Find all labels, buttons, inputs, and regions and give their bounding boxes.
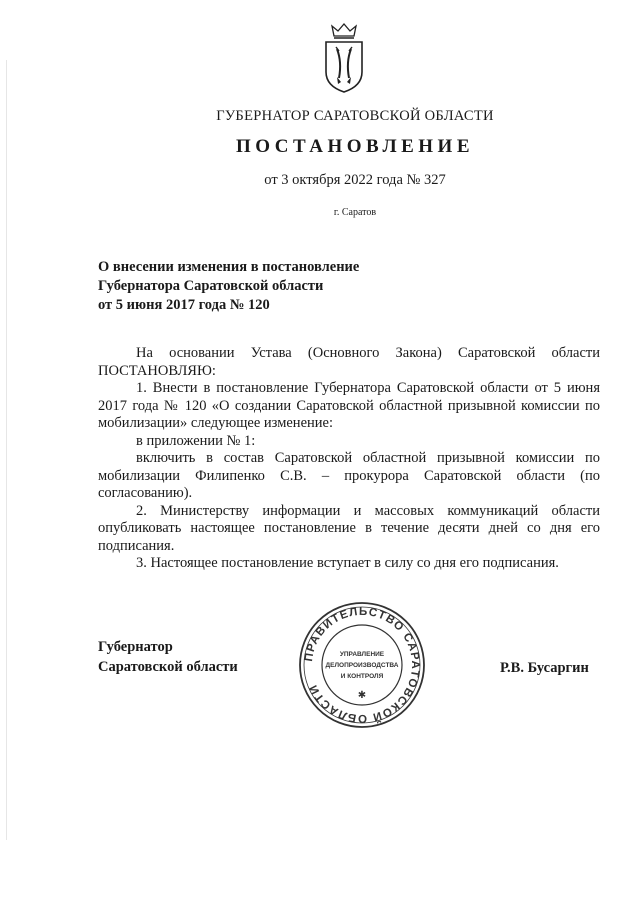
document-type: ПОСТАНОВЛЕНИЕ	[235, 136, 475, 157]
document-date-number: от 3 октября 2022 года № 327	[264, 172, 446, 188]
body-paragraph: включить в состав Саратовской областной призывной комиссии по мобилизации Филипенко С.В. – прокурора Саратовской области (по согласованию).	[98, 450, 600, 501]
document-body	[98, 345, 600, 573]
document-subject	[98, 258, 398, 315]
subject-line: от 5 июня 2017 года № 120	[98, 297, 270, 313]
body-paragraph: 1. Внести в постановление Губернатора Саратовской области от 5 июня 2017 года № 120 «О создании Саратовской областной призывной комиссии по мобилизации» следующее изменение:	[98, 380, 600, 431]
issuing-authority: ГУБЕРНАТОР САРАТОВСКОЙ ОБЛАСТИ	[216, 108, 494, 124]
svg-text:ПРАВИТЕЛЬСТВО САРАТОВСКОЙ ОБЛА: ПРАВИТЕЛЬСТВО САРАТОВСКОЙ ОБЛАСТИ	[302, 605, 422, 725]
svg-text:ДЕЛОПРОИЗВОДСТВА: ДЕЛОПРОИЗВОДСТВА	[325, 662, 399, 669]
subject-line: О внесении изменения в постановление	[98, 259, 360, 275]
signatory-name: Р.В. Бусаргин	[500, 660, 589, 676]
official-seal-stamp	[297, 600, 427, 730]
body-paragraph: 2. Министерству информации и массовых коммуникаций области опубликовать настоящее постановление в течение десяти дней со дня его подписания.	[98, 502, 600, 554]
body-paragraph: 3. Настоящее постановление вступает в силу со дня его подписания.	[136, 555, 559, 571]
signatory-position-line: Саратовской области	[98, 659, 238, 675]
body-paragraph: На основании Устава (Основного Закона) Саратовской области ПОСТАНОВЛЯЮ:	[98, 345, 600, 379]
subject-line: Губернатора Саратовской области	[98, 278, 324, 294]
coat-of-arms-icon	[318, 22, 370, 94]
svg-text:И КОНТРОЛЯ: И КОНТРОЛЯ	[340, 673, 384, 680]
body-paragraph: в приложении № 1:	[136, 432, 256, 449]
signatory-position	[98, 637, 238, 677]
signatory-position-line: Губернатор	[98, 639, 173, 655]
svg-text:✱: ✱	[357, 690, 367, 701]
svg-text:УПРАВЛЕНИЕ: УПРАВЛЕНИЕ	[339, 651, 385, 658]
document-city: г. Саратов	[333, 207, 377, 218]
